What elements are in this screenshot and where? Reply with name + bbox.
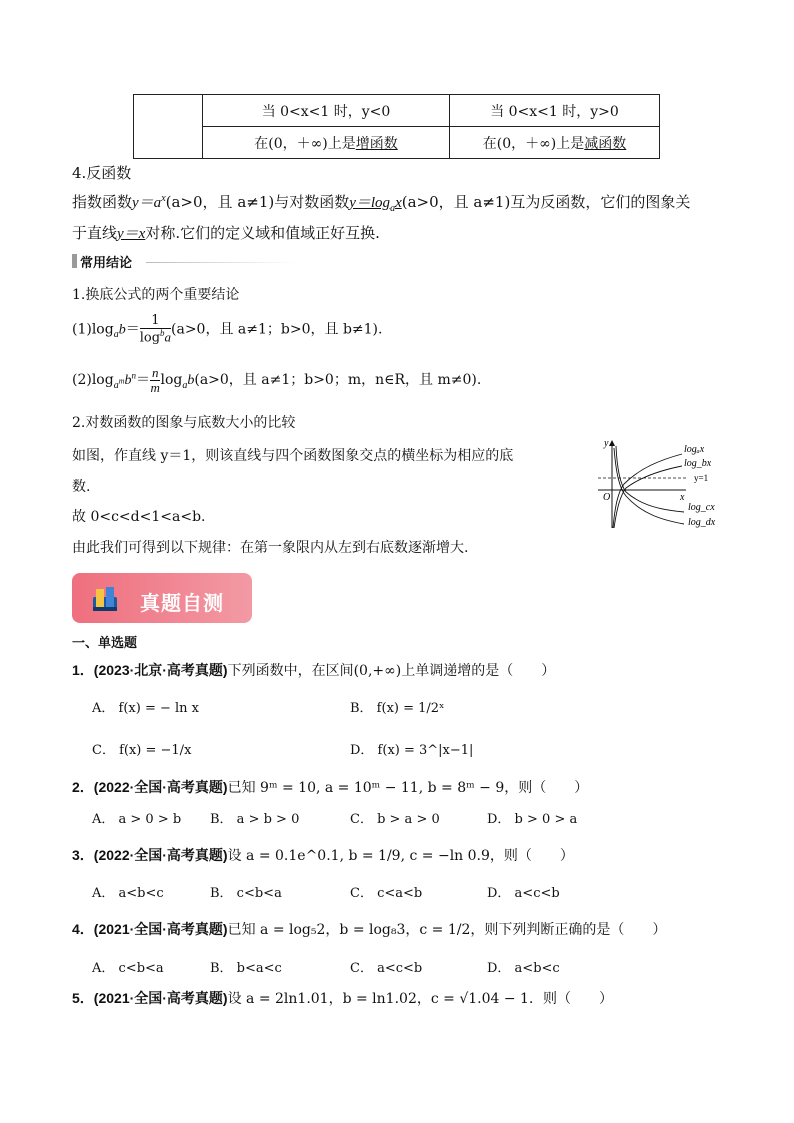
paragraph: 于直线y＝x对称.它们的定义域和值域正好互换. — [72, 224, 380, 242]
formula-1: $(1)\log_ab=$ $\frac{1}{\log^ba}$ (a>0，且 a≠1；b>0，且 b≠1). — [72, 313, 383, 345]
option-3b[interactable]: B． c<b<a — [210, 886, 282, 901]
paragraph: 由此我们可得到以下规律：在第一象限内从左到右底数逐渐增大. — [72, 540, 469, 556]
formula-2: $(2)\log_{a^m}b^n=$ $\frac{n}{m}$ $\log_ab(a>0$，且 a≠1；b>0；m，n∈R，且 m≠0). — [72, 365, 482, 395]
paragraph: 指数函数$y=a^x(a>0$，且 a≠1)与对数函数$y=\log_ax(a>0$，且 a≠1)互为反函数，它们的图象关 — [72, 193, 691, 214]
book-icon — [90, 583, 120, 613]
table-cell: 当 0<x<1 时，y>0 — [450, 95, 660, 127]
option-4d[interactable]: D． a<b<c — [487, 961, 560, 976]
y-label: y — [604, 438, 609, 449]
curve-label-b: log_bx — [684, 458, 712, 469]
tag-label: 常用结论 — [80, 255, 133, 270]
option-1a[interactable]: A． f(x) = − ln x — [92, 701, 199, 716]
curve-log-a — [613, 454, 682, 528]
table-cell: 在(0，＋∞)上是增函数 — [203, 127, 450, 159]
option-3c[interactable]: C． c<a<b — [350, 886, 423, 901]
paragraph: 数. — [72, 479, 91, 495]
option-2a[interactable]: A． a > 0 > b — [92, 812, 182, 827]
subheading: 1.换底公式的两个重要结论 — [72, 287, 240, 303]
option-2d[interactable]: D． b > 0 > a — [487, 812, 578, 827]
question-2: 2．(2022·全国·高考真题)已知 9ᵐ = 10, a = 10ᵐ − 11, b = 8ᵐ − 9，则（ ） — [72, 779, 589, 796]
banner-title: 真题自测 — [140, 593, 224, 615]
curve-log-b — [614, 466, 682, 528]
question-4: 4．(2021·全国·高考真题)已知 a = log₅2，b = log₈3，c = 1/2，则下列判断正确的是（ ） — [72, 921, 667, 938]
option-1c[interactable]: C． f(x) = −1/x — [92, 743, 192, 758]
question-3: 3．(2022·全国·高考真题)设 a = 0.1e^0.1, b = 1/9, c = −ln 0.9，则（ ） — [72, 847, 574, 864]
curve-log-d — [614, 448, 684, 524]
option-1d[interactable]: D． f(x) = 3^|x−1| — [350, 743, 474, 758]
tag-marker — [72, 254, 77, 268]
curve-label-d: log_dx — [688, 517, 716, 528]
curve-label-a: logₐx — [684, 444, 705, 455]
line-label: y=1 — [694, 473, 709, 483]
paragraph: 如图，作直线 y＝1，则该直线与四个函数图象交点的横坐标为相应的底 — [72, 448, 514, 464]
question-5: 5．(2021·全国·高考真题)设 a = 2ln1.01，b = ln1.02，c = √1.04 − 1．则（ ） — [72, 990, 613, 1007]
subheading: 2.对数函数的图象与底数大小的比较 — [72, 415, 296, 431]
option-1b[interactable]: B． f(x) = 1/2ˣ — [350, 701, 445, 716]
properties-table — [133, 94, 660, 159]
option-4b[interactable]: B． b<a<c — [210, 961, 282, 976]
option-2c[interactable]: C． b > a > 0 — [350, 812, 440, 827]
section-title: 一、单选题 — [72, 635, 138, 650]
option-3d[interactable]: D． a<c<b — [487, 886, 560, 901]
x-label: x — [680, 492, 685, 503]
section-heading: 4.反函数 — [72, 164, 132, 182]
table-cell: 当 0<x<1 时，y<0 — [203, 95, 450, 127]
table-cell: 在(0，＋∞)上是减函数 — [450, 127, 660, 159]
paragraph: 故 0<c<d<1<a<b. — [72, 509, 206, 525]
option-4c[interactable]: C． a<c<b — [350, 961, 423, 976]
option-2b[interactable]: B． a > b > 0 — [210, 812, 300, 827]
curve-label-c: log_cx — [688, 502, 715, 513]
table-empty-cell — [134, 95, 203, 159]
origin-label: O — [603, 492, 611, 503]
divider — [146, 262, 296, 263]
option-4a[interactable]: A． c<b<a — [92, 961, 164, 976]
log-graph — [590, 436, 730, 532]
option-3a[interactable]: A． a<b<c — [92, 886, 164, 901]
question-1: 1．(2023·北京·高考真题)下列函数中，在区间(0,+∞)上单调递增的是（ ） — [72, 662, 556, 679]
y-axis-arrow — [609, 440, 615, 446]
curve-log-c — [616, 446, 684, 512]
